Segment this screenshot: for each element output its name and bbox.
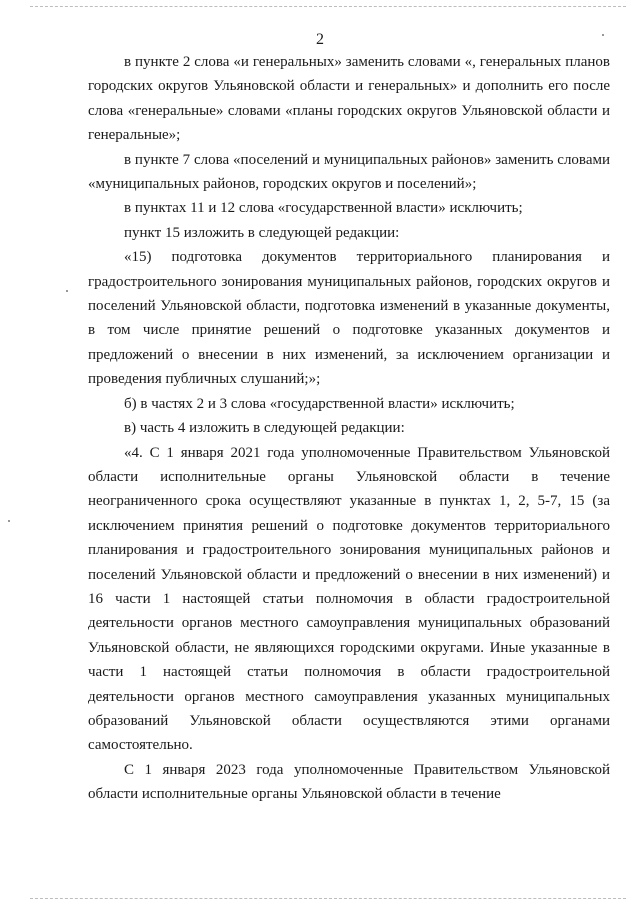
paragraph-6: б) в частях 2 и 3 слова «государственной власти» исключить; xyxy=(124,395,515,412)
paragraph-7: в) часть 4 изложить в следующей редакции: xyxy=(124,420,405,437)
page-number: 2 xyxy=(316,31,324,48)
scan-speck xyxy=(8,520,10,522)
paragraph-3: в пунктах 11 и 12 слова «государственной власти» исключить; xyxy=(124,200,523,217)
scan-edge-bottom xyxy=(30,898,626,899)
paragraph-2: в пункте 7 слова «поселений и муниципальных районов» заменить словами «муниципальных районов, городских округов и поселений»; xyxy=(88,151,610,193)
scan-speck xyxy=(66,290,68,292)
document-body xyxy=(88,50,610,807)
paragraph-4: пункт 15 изложить в следующей редакции: xyxy=(124,224,400,241)
paragraph-8: «4. С 1 января 2021 года уполномоченные Правительством Ульяновской области исполнительные органы Ульяновской области в течение неограниченного срока осуществляют указанные в пунктах 1, 2, 5-7, 15 (за исключением принятия решений о подготовке документов территориального планирования и градостроительного зонирования муниципальных районов и поселений Ульяновской области и предложений о внесении в них изменений) и 16 части 1 настоящей статьи полномочия в области градостроительной деятельности органов местного самоуправления муниципальных образований Ульяновской области, не являющихся городскими округами. Иные указанные в части 1 настоящей статьи полномочия в области градостроительной деятельности органов местного самоуправления указанных муниципальных образований Ульяновской области осуществляются этими органами самостоятельно. xyxy=(88,444,610,754)
paragraph-9: С 1 января 2023 года уполномоченные Правительством Ульяновской области исполнительные органы Ульяновской области в течение xyxy=(88,761,610,803)
scan-speck xyxy=(602,34,604,36)
scan-edge-top xyxy=(30,6,626,7)
paragraph-1: в пункте 2 слова «и генеральных» заменить словами «, генеральных планов городских округов Ульяновской области и генеральных» и дополнить его после слова «генеральные» словами «планы городских округов Ульяновской области и генеральные»; xyxy=(88,54,610,144)
paragraph-5: «15) подготовка документов территориального планирования и градостроительного зонирования муниципальных районов, городских округов и поселений Ульяновской области, подготовка изменений в указанные документы, в том числе принятие решений о подготовке указанных документов и предложений о внесении в них изменений, за исключением организации и проведения публичных слушаний;»; xyxy=(88,249,610,388)
